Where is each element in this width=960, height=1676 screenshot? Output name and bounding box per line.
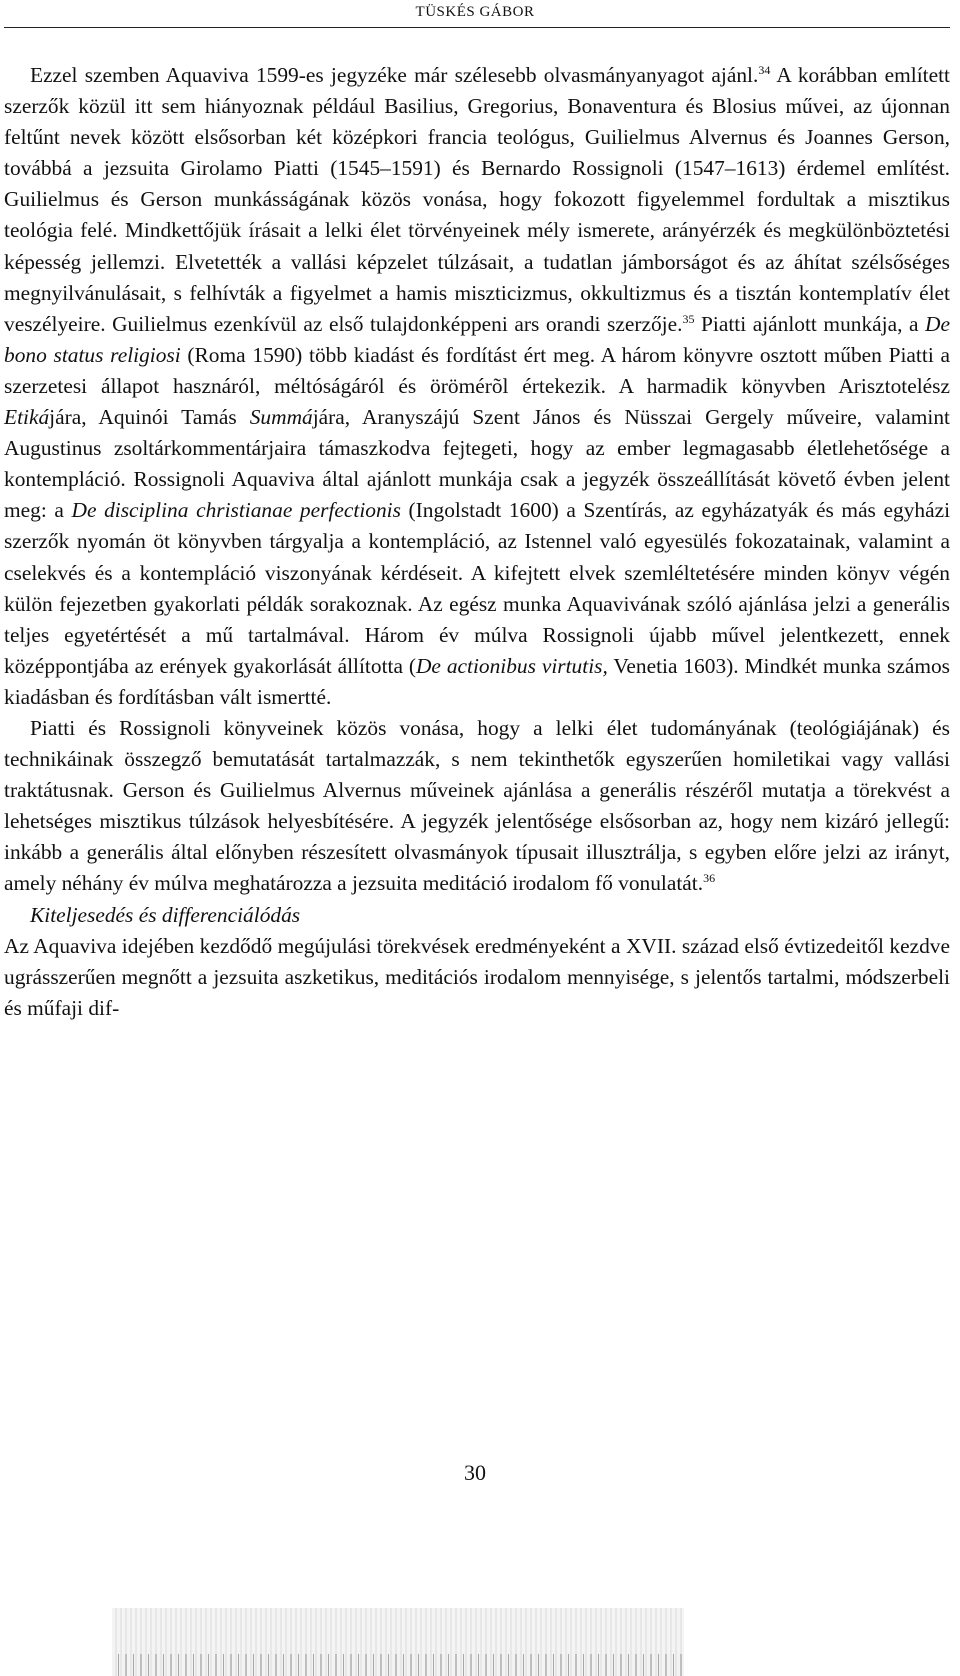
- paragraph-1: [4, 60, 950, 713]
- text-run: jára, Aranyszájú Szent János és Nüsszai Gergely műveire, valamint Augustinus zsoltárkommentárjaira támaszkodva fejtegeti, hogy az ember legmagasabb életlehetősége a kontempláció. Rossignoli Aquaviva által ajánlott munkája csak a jegyzék összeállítását követő évben jelent meg: a: [4, 405, 950, 523]
- title-de-bono: De bono status religiosi: [4, 311, 950, 367]
- header-rule: [4, 27, 950, 28]
- footnote-ref-35[interactable]: 35: [682, 311, 695, 326]
- title-summa: Summá: [249, 405, 313, 430]
- text-run: (Ingolstadt 1600) a Szentírás, az egyházatyák és más egyházi szerzők nyomán öt könyvben tárgyalja a kontempláció, az Istennel való egyesülés fokozatainak, valamint a cselekvés és a kontempláció viszonyának kérdéseit. A kifejtett elvek szemléltetésére minden könyv végén külön fejezetben gyakorlati példák sorakoznak. Az egész munka Aquavivának szóló ajánlása jelzi a generális teljes egyetértését a mű tartalmával. Három év múlva Rossignoli újabb művel jelentkezett, ennek középpontjába az erények gyakorlását állította (: [4, 498, 951, 678]
- title-de-disciplina: De disciplina christianae perfectionis: [71, 498, 401, 523]
- running-head: TÜSKÉS GÁBOR: [415, 4, 535, 20]
- text-run: jára, Aquinói Tamás: [49, 405, 250, 430]
- scan-artifact-marks: [112, 1654, 684, 1676]
- section-heading: Kiteljesedés és differenciálódás: [30, 902, 301, 927]
- text-run: A korábban említett szerzők közül itt sem hiányoznak például Basilius, Gregorius, Bonaventura és Blosius művei, az újonnan feltűnt nevek között elsősorban két középkori francia teológus, Guilielmus Alvernus és Joannes Gerson, továbbá a jezsuita Girolamo Piatti (1545–1591) és Bernardo Rossignoli (1547–1613) érdemel említést. Guilielmus és Gerson munkásságának közös vonása, hogy fokozott figyelemmel fordultak a misztikus teológia felé. Mindkettőjük írásait a lelki élet törvényeinek mély ismerete, arányérzék és megkülönböztetési képesség jellemzi. Elvetették a vallási képzelet túlzásait, a tudatlan jámborságot és az áhítat szélsőséges megnyilvánulásait, s felhívták a figyelmet a hamis miszticizmus, okkultizmus és a tisztán kontemplatív élet veszélyeire. Guilielmus ezenkívül az első tulajdonképpeni ars orandi szerzője.: [4, 63, 951, 336]
- paragraph-2: [4, 713, 950, 900]
- scan-artifact-strip: [112, 1608, 684, 1676]
- title-de-actionibus: De actionibus virtutis,: [415, 653, 608, 678]
- title-etika: Etiká: [4, 405, 50, 430]
- body-text: [4, 60, 950, 1024]
- text-run: Ezzel szemben Aquaviva 1599-es jegyzéke már szélesebb olvasmányanyagot ajánl.: [30, 63, 759, 87]
- section-text: Az Aquaviva idejében kezdődő megújulási törekvések eredményeként a XVII. század első évtizedeitől kezdve ugrásszerűen megnőtt a jezsuita aszketikus, meditációs irodalom mennyisége, s jelentős tartalmi, módszerbeli és műfaji dif-: [4, 933, 950, 1020]
- text-run: Piatti és Rossignoli könyveinek közös vonása, hogy a lelki élet tudományának (teológiájának) és technikáinak összegző bemutatását tartalmazzák, s nem tekinthetők egyszerűen homiletikai vagy vallási traktátusnak. Gerson és Guilielmus Alvernus műveinek ajánlása a generális részéről mutatja a törekvést a lehetséges misztikus túlzások helyesbítésére. A jegyzék jelentősége elsősorban az, hogy nem kizáró jellegű: inkább a generális által előnyben részesített olvasmányok típusait illusztrálja, s egyben előre jelzi az irányt, amely néhány év múlva meghatározza a jezsuita meditáció irodalom fő vonulatát.: [4, 715, 950, 896]
- text-run: Venetia 1603). Mindkét munka számos kiadásban és fordításban vált ismertté.: [4, 653, 950, 709]
- text-run: (Roma 1590) több kiadást és fordítást ért meg. A három könyvre osztott műben Piatti a szerzetesi állapot hasznáról, méltóságáról és örömérõl értekezik. A harmadik könyvben Arisztotelész: [4, 342, 950, 398]
- footnote-ref-34[interactable]: 34: [758, 62, 771, 77]
- footnote-ref-36[interactable]: 36: [703, 871, 716, 886]
- text-run: Piatti ajánlott munkája, a: [694, 311, 926, 336]
- page-number: 30: [464, 1460, 486, 1485]
